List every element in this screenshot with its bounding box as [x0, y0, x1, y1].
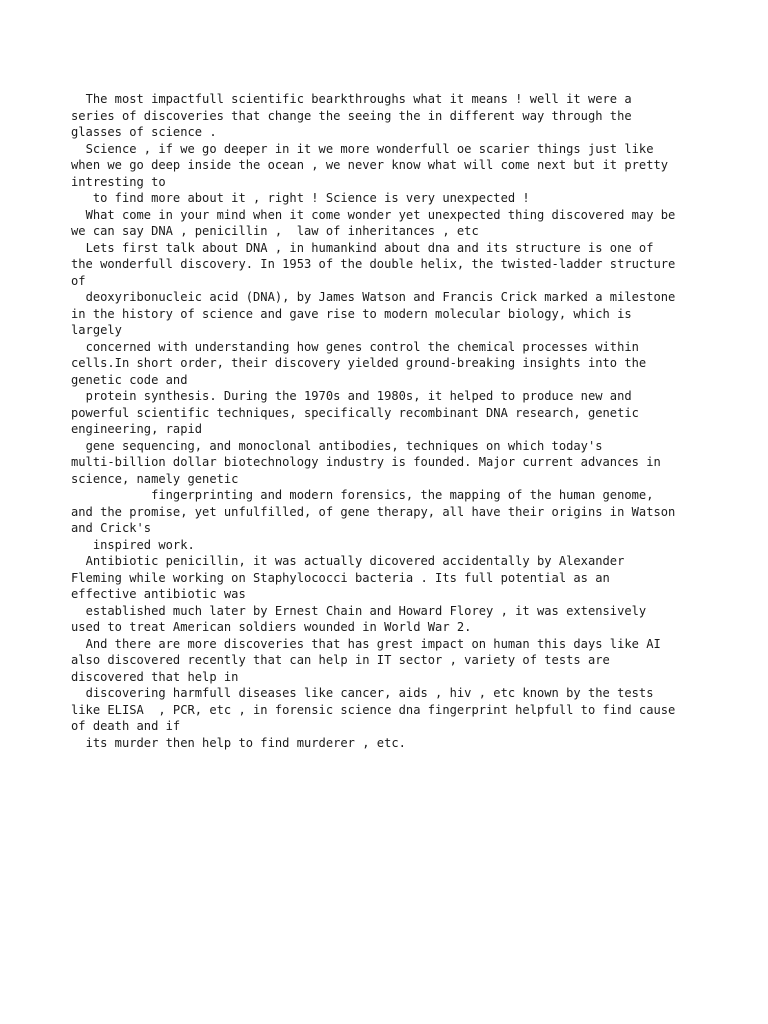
- text-line: we can say DNA , penicillin , law of inheritances , etc: [71, 224, 479, 238]
- text-line: Fleming while working on Staphylococci bacteria . Its full potential as an: [71, 570, 610, 585]
- text-line: established much later by Ernest Chain and Howard Florey , it was extensively: [71, 603, 647, 618]
- text-line: of death and if: [71, 719, 181, 733]
- document-body: [71, 91, 705, 751]
- text-line: And there are more discoveries that has grest impact on human this days like AI: [71, 636, 661, 651]
- text-line: its murder then help to find murderer , etc.: [71, 735, 406, 750]
- text-line: to find more about it , right ! Science is very unexpected !: [71, 191, 530, 205]
- text-line: of: [71, 273, 86, 288]
- text-line: intresting to: [71, 174, 166, 189]
- text-line: effective antibiotic was: [71, 587, 246, 601]
- text-line: when we go deep inside the ocean , we never know what will come next but it pretty: [71, 158, 669, 172]
- text-line: Antibiotic penicillin, it was actually dicovered accidentally by Alexander: [71, 554, 625, 568]
- text-line: cells.In short order, their discovery yielded ground-breaking insights into the: [71, 356, 647, 370]
- text-line: inspired work.: [71, 537, 195, 552]
- text-line: What come in your mind when it come wonder yet unexpected thing discovered may be: [71, 207, 676, 222]
- text-line: discovered that help in: [71, 669, 239, 684]
- text-line: concerned with understanding how genes control the chemical processes within: [71, 339, 639, 354]
- text-line: gene sequencing, and monoclonal antibodies, techniques on which today's: [71, 438, 603, 453]
- text-line: largely: [71, 323, 122, 337]
- text-line: used to treat American soldiers wounded in World War 2.: [71, 620, 472, 634]
- text-line: like ELISA , PCR, etc , in forensic science dna fingerprint helpfull to find cause: [71, 702, 676, 717]
- text-line: fingerprinting and modern forensics, the mapping of the human genome,: [71, 488, 654, 502]
- text-line: deoxyribonucleic acid (DNA), by James Watson and Francis Crick marked a milestone: [71, 290, 676, 304]
- text-line: genetic code and: [71, 372, 188, 387]
- text-line: and Crick's: [71, 521, 152, 535]
- text-line: in the history of science and gave rise to modern molecular biology, which is: [71, 306, 632, 321]
- text-line: powerful scientific techniques, specifically recombinant DNA research, genetic: [71, 405, 639, 420]
- text-line: The most impactfull scientific bearkthroughs what it means ! well it were a: [71, 92, 632, 106]
- text-line: protein synthesis. During the 1970s and 1980s, it helped to produce new and: [71, 389, 632, 403]
- text-line: science, namely genetic: [71, 471, 239, 486]
- text-line: Lets first talk about DNA , in humankind about dna and its structure is one of: [71, 240, 654, 255]
- text-line: multi-billion dollar biotechnology industry is founded. Major current advances in: [71, 455, 661, 469]
- text-line: glasses of science .: [71, 125, 217, 139]
- text-line: and the promise, yet unfulfilled, of gene therapy, all have their origins in Watson: [71, 504, 676, 519]
- text-line: engineering, rapid: [71, 422, 203, 436]
- text-line: Science , if we go deeper in it we more wonderfull oe scarier things just like: [71, 141, 654, 156]
- text-line: discovering harmfull diseases like cancer, aids , hiv , etc known by the tests: [71, 686, 654, 700]
- text-line: series of discoveries that change the seeing the in different way through the: [71, 108, 632, 123]
- text-line: the wonderfull discovery. In 1953 of the double helix, the twisted-ladder structure: [71, 257, 676, 271]
- text-line: also discovered recently that can help in IT sector , variety of tests are: [71, 653, 610, 667]
